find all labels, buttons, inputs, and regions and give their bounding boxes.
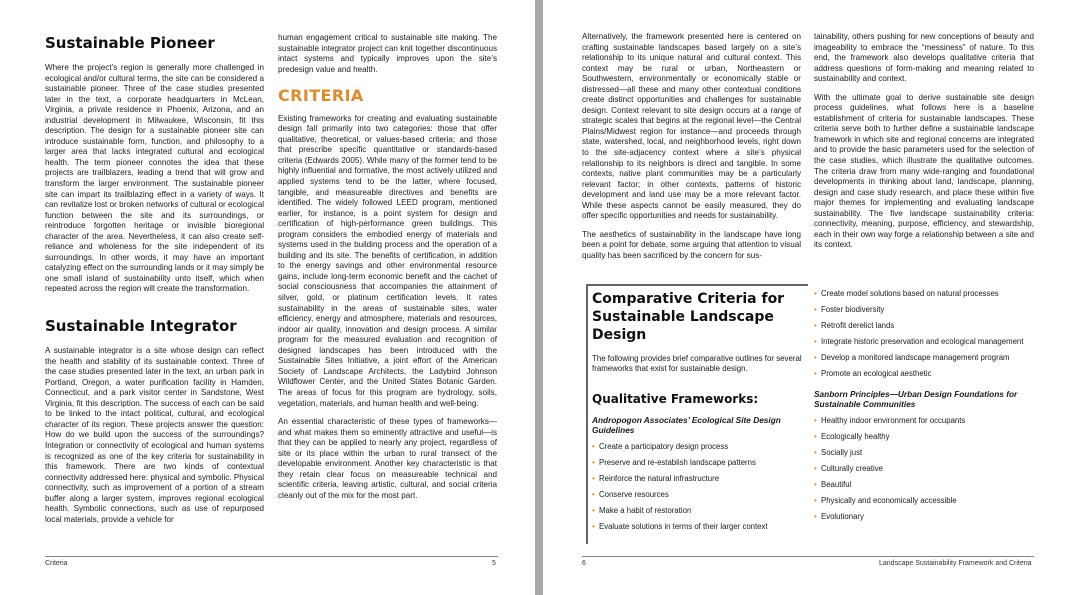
sidebar-box-left-border	[586, 284, 588, 544]
list-item: • Beautiful	[814, 480, 1034, 490]
integrator-paragraph: A sustainable integrator is a site whose design can reflect the health and stability of its sustainable context. Three of the case studies presented later in the text, an urban park in Portland, Oregon, a water purification facility in Hamden, Connecticut, and a park visitor center in Sandstone, West Virginia, fit this description. The success of each can be said to be linked to the intact political, cultural, and ecological character of its region. These projects answer the question: How do we build upon the success of the surroundings? Integration or connectivity of ecological and human systems is recognized as one of the key criteria for sustainability in this framework. There are two kinds of contextual connectivity addressed here: physical and symbolic. Physical connectivity, such as improvement of a portion of a stream buffer along a larger system, improves regional ecological health. Symbolic connections, such as use of repurposed local materials, provide a vehicle for	[45, 346, 264, 524]
integrator-continuation: human engagement critical to sustainable site making. The sustainable integrator project can knit together discontinuous intact systems and typically improves upon the site’s predesign value and health.	[278, 33, 497, 74]
list-item: • Make a habit of restoration	[592, 506, 802, 516]
list-item: • Promote an ecological aesthetic	[814, 369, 1034, 379]
footer-section-title: Criteria	[45, 560, 68, 567]
aesthetics-paragraph: The aesthetics of sustainability in the landscape have long been a point for debate, some arguing that attention to visual quality has been sacrificed by the concern for sus-	[582, 229, 801, 260]
page-number: 5	[492, 560, 496, 567]
list-item: • Ecologically healthy	[814, 432, 1034, 442]
footer-rule	[582, 556, 1034, 557]
criteria-paragraph-1: Existing frameworks for creating and evaluating sustainable design fall primarily into two categories: those that offer qualitative, theoretical, or values-based criteria; and those that prescribe specific quantitative or standards-based criteria (Edwards 2005). While many of the former tend to be highly influential and formative, the most actively utilized and applied systems tend to be the latter, where focused, tangible, and measureable directives and benefits are identified. The widely followed LEED program, mentioned earlier, for instance, is a point system for design and certification of high-performance green buildings. This program considers the embodied energy of materials and systems used in the building process and the operation of a building and its site. The benefits of certification, in addition to the energy savings and other environmental resource gains, include long-term economic benefit and the cachet of social consciousness that accompanies the attainment of silver, gold, or platinum certification levels. It rates sustainability in the areas of sustainable sites, water efficiency, energy and atmosphere, materials and resources, indoor air quality, innovation and design process. A similar program for the measured evaluation and recognition of designed landscapes has been introduced with the Sustainable Sites Initiative, a joint effort of the American Society of Landscape Architects, the Ladybird Johnson Wildflower Center, and the United States Botanic Garden. The areas of focus for this program are hydrology, soils, vegetation, materials, and human health and well-being.	[278, 113, 497, 408]
list-item: • Foster biodiversity	[814, 305, 1034, 315]
context-paragraph: Alternatively, the framework presented here is centered on crafting sustainable landscapes based largely on a site’s relationship to its unique natural and cultural context. This context may be rural or urban, Northeastern or Southwestern, environmentally or economically stable or distressed—all these and many other contextual conditions create distinct opportunities and challenges for sustainable design. Context relevant to site design occurs at a range of strategic scales that begins at the regional level—the Central Plains/Midwest region for instance—and proceeds through state, watershed, local, and neighborhood levels, right down to the site-adjacency context where a site’s physical relationship to its neighbors is direct and tangible. In some contexts, native plant communities may be a particularly relevant factor; in other contexts, patterns of historic development and land use may be a more relevant factor. While these aspects cannot be easily measured, they do offer specific opportunities and needs for sustainability.	[582, 32, 801, 221]
list-item: • Integrate historic preservation and ecological management	[814, 337, 1034, 347]
page-gutter	[535, 0, 543, 595]
list-item: • Develop a monitored landscape management program	[814, 353, 1034, 363]
sanborn-heading: Sanborn Principles—Urban Design Foundations for Sustainable Communities	[814, 389, 1018, 409]
list-item: • Evolutionary	[814, 512, 1034, 522]
page-number: 6	[582, 560, 586, 567]
criteria-baseline-paragraph: With the ultimate goal to derive sustainable site design process guidelines, what follows here is a baseline establishment of criteria for sustainable landscapes. These criteria serve both to further define a sustainable landscape framework in which site and regional concerns are integrated and to provide the basic parameters used for the selection of the case studies, which illustrate the qualitative outcomes. The criteria draw from many wide-ranging and foundational developments in thinking about land, landscape, planning, design and case study research, and place these within five major themes for implementing and evaluating landscape sustainability. The five landscape sustainability criteria: connectivity, meaning, purpose, efficiency, and stewardship, each in their own way forge a relationship between a site and its context.	[814, 92, 1034, 250]
list-item: • Create model solutions based on natural processes	[814, 289, 1034, 299]
sustainable-integrator-heading: Sustainable Integrator	[45, 317, 237, 336]
andropogon-list	[592, 442, 802, 532]
comparative-criteria-title: Comparative Criteria for Sustainable Landscape Design	[592, 291, 785, 343]
list-item: • Socially just	[814, 448, 1034, 458]
list-item: • Healthy indoor environment for occupants	[814, 416, 1034, 426]
sidebar-box-top-border	[586, 284, 808, 286]
list-item: • Reinforce the natural infrastructure	[592, 474, 802, 484]
pioneer-paragraph: Where the project’s region is generally more challenged in ecological and/or cultural terms, the site can be considered a sustainable pioneer. Three of the case studies presented later in the text, a corporate headquarters in McLean, Virginia, a private residence in Phoenix, Arizona, and an industrial development in Milwaukee, Wisconsin, fit this description. The design for a sustainable pioneer site can introduce sustainable form, function, and philosophy to a larger area that lacks integrated cultural and ecological health. The term pioneer connotes the idea that these projects are trailblazers, leading a trend that will grow and transform the larger environment. The sustainable pioneer site can impart its trailblazing effect in a variety of ways. It can revitalize lost or broken networks of cultural or ecological function between the site and its surroundings, or reintroduce forgotten heritage or invisible bioregional character of the area. Nevertheless, it can also create self-reliance and wholeness for the site independent of its surroundings. In other words, it may have an important catalyzing effect on the surrounding lands or it may simply be one small island of sustainability unto itself, which when repeated across the region will create the transformation.	[45, 63, 264, 294]
right-column-1	[582, 32, 801, 261]
criteria-heading: CRITERIA	[278, 86, 364, 106]
left-page	[0, 0, 535, 595]
list-item: • Conserve resources	[592, 490, 802, 500]
andropogon-list-continued	[814, 289, 1034, 379]
list-item: • Create a participatory design process	[592, 442, 802, 452]
list-item: • Evaluate solutions in terms of their larger context	[592, 522, 802, 532]
list-item: • Retrofit derelict lands	[814, 321, 1034, 331]
andropogon-heading: Andropogon Associates’ Ecological Site Design Guidelines	[592, 414, 781, 435]
footer-chapter-title: Landscape Sustainability Framework and Criteria	[879, 560, 1032, 567]
left-column-1	[45, 34, 264, 525]
qualitative-frameworks-heading: Qualitative Frameworks:	[592, 392, 759, 406]
list-item: • Preserve and re-establish landscape patterns	[592, 458, 802, 468]
comparative-intro: The following provides brief comparative outlines for several frameworks that exist for sustainable design.	[592, 354, 802, 373]
footer-rule	[45, 556, 498, 557]
sidebar-column-2	[814, 289, 1034, 528]
left-column-2	[278, 33, 497, 501]
list-item: • Culturally creative	[814, 464, 1034, 474]
criteria-paragraph-2: An essential characteristic of these types of frameworks—and what makes them so eminently attractive and useful—is that they can be applied to nearly any project, regardless of site or its place within the urban to rural transect of the developable environment. Another key characteristic is that they retain clear focus on measureable technical and scientific criteria, leaving artistic, cultural, and social criteria cleanly out of the mix for the most part.	[278, 417, 497, 500]
sanborn-list	[814, 416, 1034, 522]
right-page	[543, 0, 1078, 595]
sustainable-pioneer-heading: Sustainable Pioneer	[45, 34, 215, 52]
aesthetics-continuation: tainability, others pushing for new conceptions of beauty and imageability to embrace the “messiness” of nature. To this end, the framework also develops qualitative criteria that address questions of form-making and meaning related to sustainability and context.	[814, 32, 1034, 84]
sidebar-column-1	[592, 290, 802, 538]
list-item: • Physically and economically accessible	[814, 496, 1034, 506]
right-column-2	[814, 32, 1034, 251]
